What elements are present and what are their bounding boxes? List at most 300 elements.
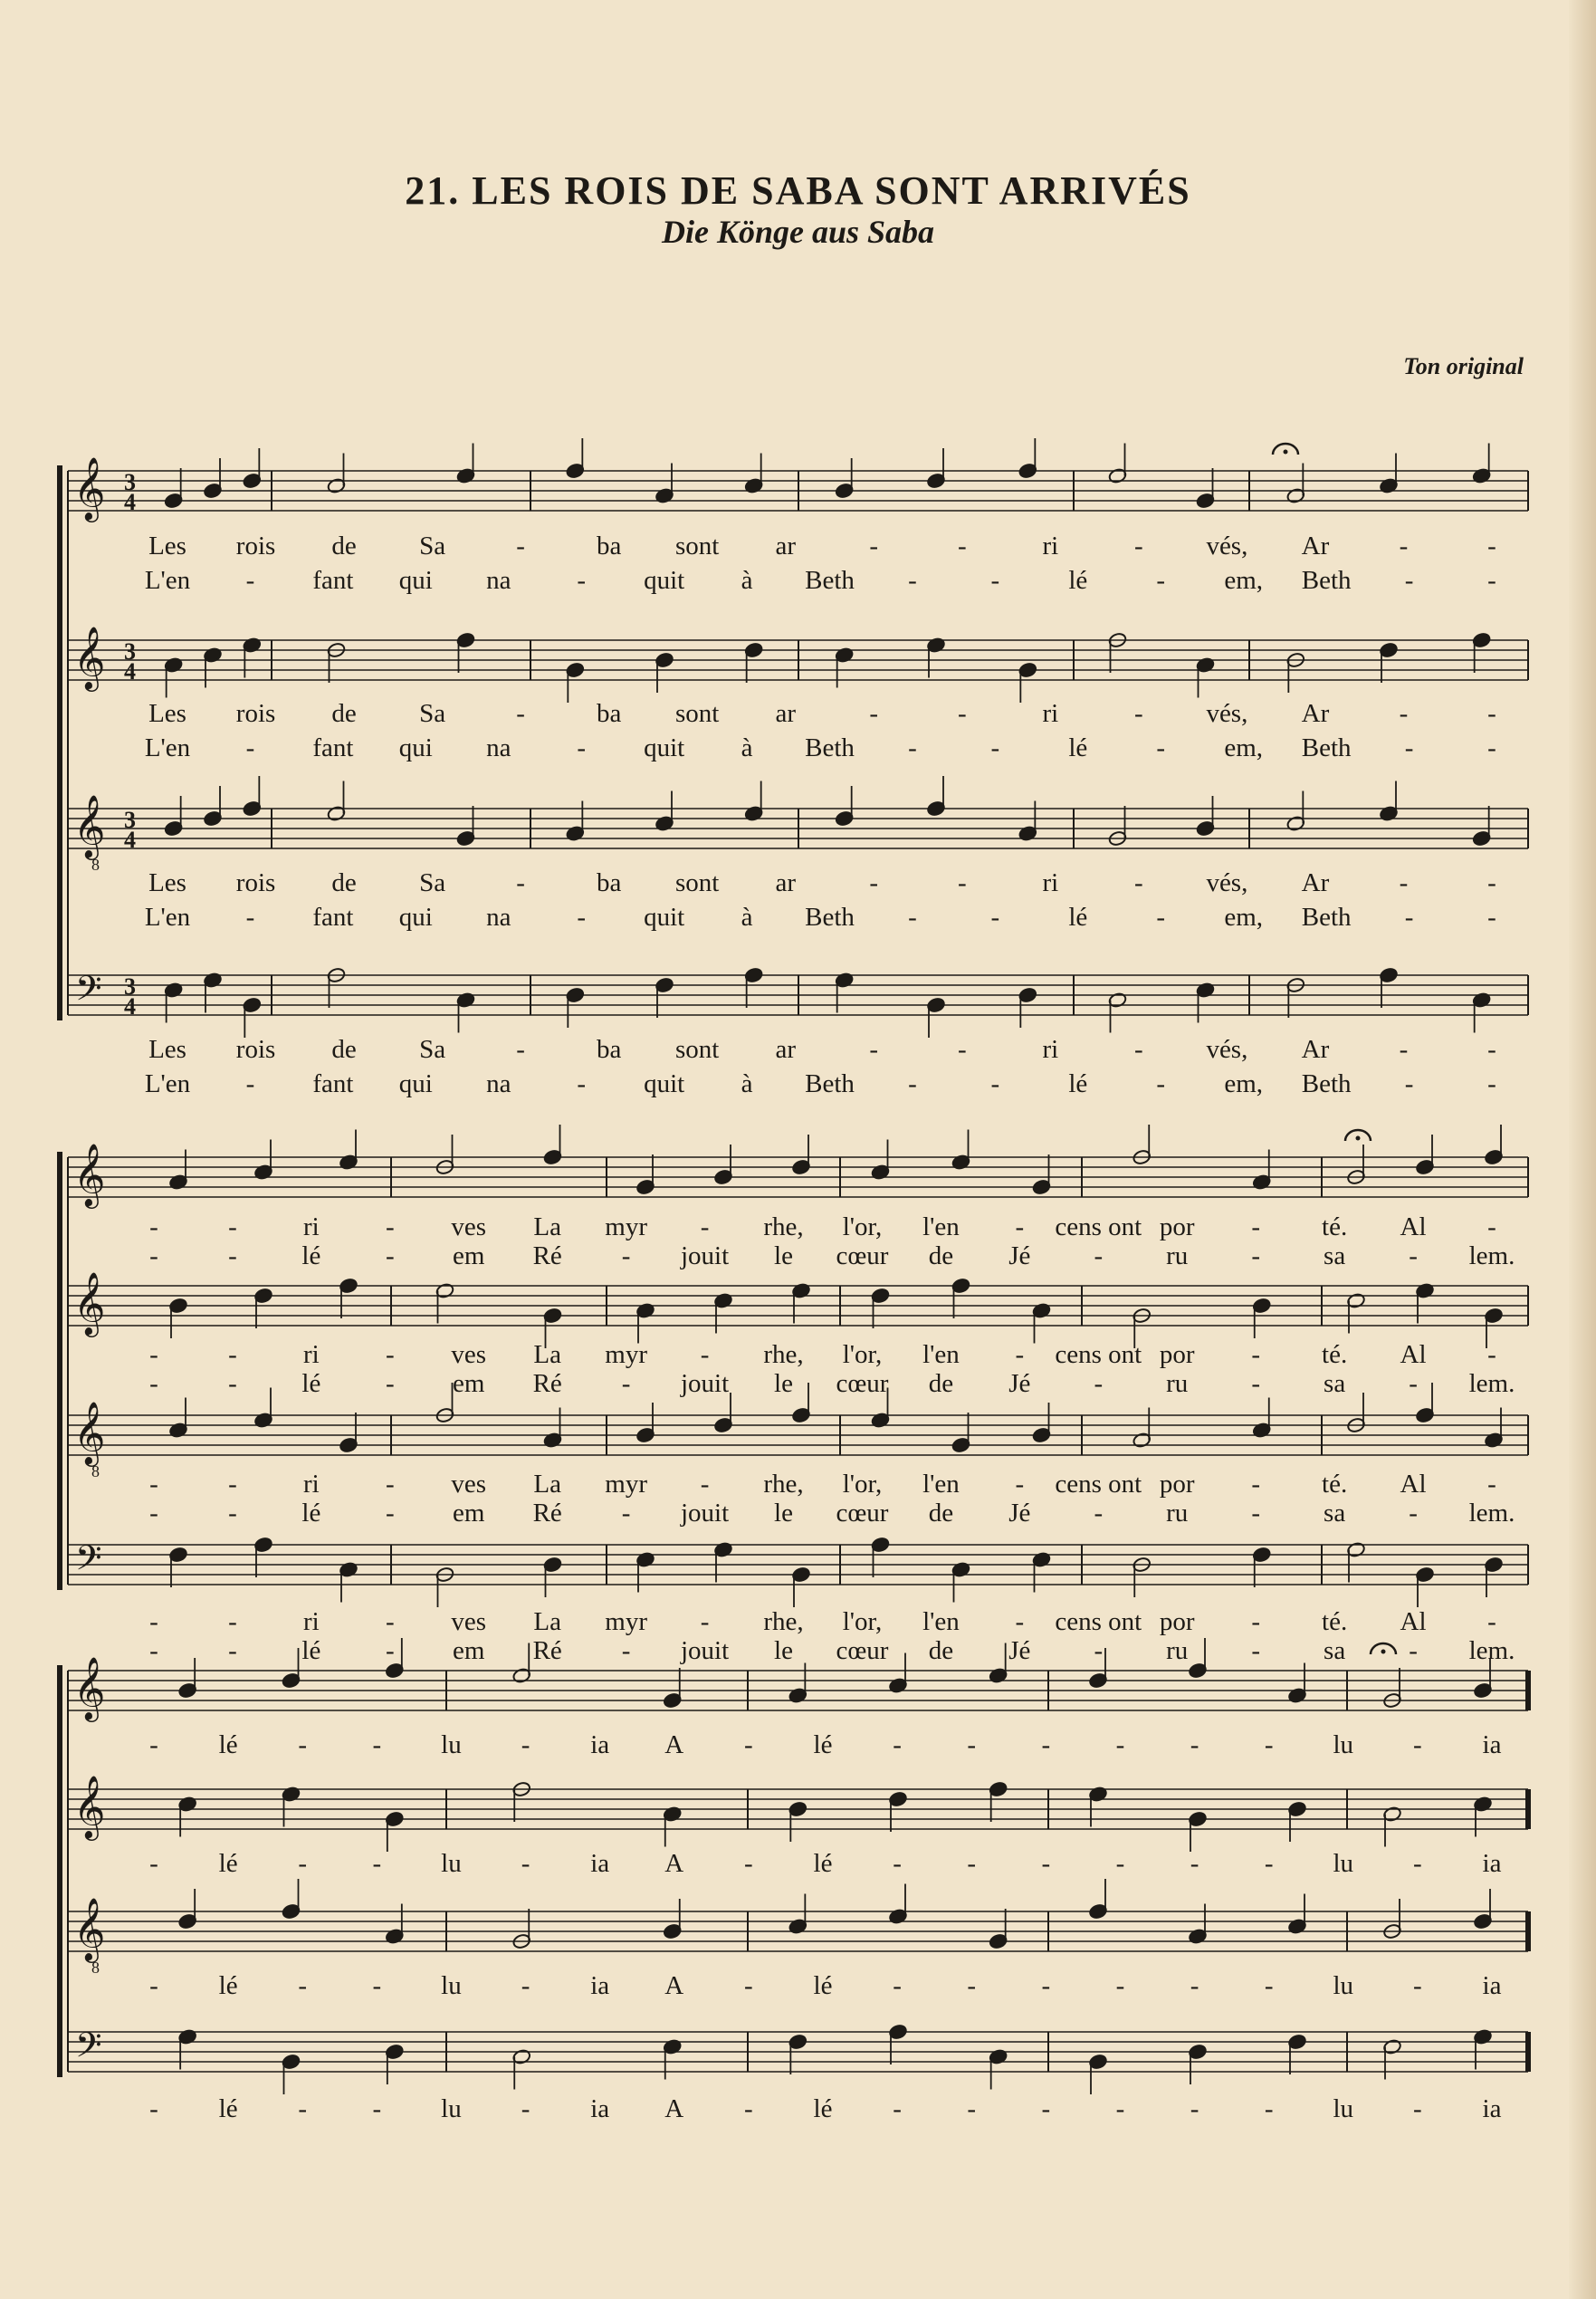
lyric-syllable: Les (148, 699, 186, 728)
lyric-syllable: Beth (805, 566, 855, 595)
lyric-syllable: - (869, 532, 879, 560)
lyric-syllable: - (893, 1849, 902, 1878)
lyric-syllable: na (486, 1069, 511, 1098)
lyric-syllable: - (1115, 2094, 1125, 2123)
lyric-syllable: - (1409, 1499, 1418, 1528)
lyric-syllable: Ar (1301, 699, 1330, 728)
lyric-syllable: Ré (532, 1369, 562, 1398)
lyric-syllable: - (149, 1730, 158, 1759)
lyric-syllable: Sa (419, 532, 446, 560)
lyric-syllable: ru (1166, 1499, 1189, 1528)
lyric-syllable: lé (301, 1369, 321, 1398)
lyric-syllable: em (453, 1241, 485, 1270)
lyric-syllable: ia (1482, 1730, 1502, 1759)
time-signature-digit: 3 (124, 807, 136, 833)
time-signature-digit: 4 (124, 489, 136, 515)
lyric-syllable: - (893, 1730, 902, 1759)
lyric-syllable: Sa (419, 699, 446, 728)
lyric-syllable: - (1413, 1971, 1422, 2000)
lyric-syllable: A (664, 1849, 684, 1878)
lyric-syllable: Jé (1008, 1241, 1031, 1270)
lyric-syllable: - (1156, 903, 1166, 932)
lyric-syllable: - (1156, 566, 1166, 595)
lyric-syllable: - (372, 1971, 382, 2000)
lyric-syllable: - (1015, 1340, 1025, 1369)
bass-clef-icon: 𝄢 (75, 1537, 102, 1587)
lyric-syllable: em, (1224, 903, 1264, 932)
lyric-syllable: - (1134, 699, 1143, 728)
lyric-syllable: - (908, 566, 917, 595)
treble-clef-icon: 𝄞 (73, 1897, 106, 1961)
octave-mark: 8 (91, 1959, 100, 1978)
lyric-syllable: Beth (805, 903, 855, 932)
lyric-syllable: - (744, 1971, 753, 2000)
lyric-syllable: de (331, 532, 357, 560)
lyric-syllable: - (1190, 1971, 1199, 2000)
lyric-syllable: - (1041, 1971, 1051, 2000)
lyric-syllable: em, (1224, 566, 1264, 595)
lyric-syllable: lé (1068, 1069, 1088, 1098)
lyric-syllable: - (372, 1730, 382, 1759)
lyric-syllable: L'en (144, 566, 191, 595)
lyric-syllable: - (1264, 1971, 1274, 2000)
page-subtitle: Die Könge aus Saba (661, 214, 935, 250)
lyric-syllable: l'en (922, 1212, 960, 1241)
lyric-syllable: - (1487, 1212, 1496, 1241)
lyric-syllable: ia (590, 1971, 610, 2000)
lyric-syllable: - (1409, 1636, 1418, 1665)
lyric-syllable: - (1399, 1035, 1409, 1064)
lyric-syllable: - (621, 1369, 631, 1398)
lyric-syllable: sa (1324, 1636, 1346, 1665)
lyric-syllable: Les (148, 1035, 186, 1064)
lyric-syllable: na (486, 733, 511, 762)
lyric-syllable: ru (1166, 1241, 1189, 1270)
lyric-syllable: - (1251, 1636, 1261, 1665)
lyric-syllable: ia (590, 1849, 610, 1878)
lyric-syllable: qui (398, 733, 433, 762)
lyric-syllable: - (1399, 532, 1409, 560)
lyric-syllable: Beth (1301, 1069, 1352, 1098)
lyric-syllable: cens ont (1055, 1212, 1142, 1241)
lyric-syllable: ri (1042, 532, 1059, 560)
lyric-syllable: rhe, (763, 1340, 804, 1369)
lyric-syllable: ves (451, 1470, 487, 1499)
lyric-syllable: lé (1068, 903, 1088, 932)
lyric-syllable: lu (1333, 2094, 1354, 2123)
lyric-syllable: - (385, 1369, 395, 1398)
lyric-syllable: - (621, 1241, 631, 1270)
lyric-syllable: - (744, 2094, 753, 2123)
system-bracket (57, 465, 62, 1020)
bass-clef-icon: 𝄢 (75, 2025, 102, 2074)
lyric-syllable: - (1487, 532, 1496, 560)
lyric-syllable: quit (644, 903, 685, 932)
lyric-syllable: - (385, 1607, 395, 1636)
lyric-syllable: - (521, 1730, 530, 1759)
lyric-syllable: qui (398, 903, 433, 932)
lyric-syllable: - (1404, 1069, 1414, 1098)
lyric-syllable: lu (441, 1730, 462, 1759)
lyric-syllable: lé (813, 1730, 833, 1759)
lyric-syllable: - (1487, 1607, 1496, 1636)
lyric-syllable: ves (451, 1212, 487, 1241)
lyric-syllable: ia (1482, 1971, 1502, 2000)
lyric-syllable: Jé (1008, 1636, 1031, 1665)
lyric-syllable: té. (1322, 1470, 1348, 1499)
lyric-syllable: - (1115, 1971, 1125, 2000)
lyric-syllable: sont (675, 699, 720, 728)
lyric-syllable: lé (301, 1499, 321, 1528)
lyric-syllable: - (149, 1849, 158, 1878)
lyric-syllable: lé (1068, 566, 1088, 595)
lyric-syllable: por (1159, 1607, 1195, 1636)
lyric-syllable: ru (1166, 1369, 1189, 1398)
lyric-syllable: - (1404, 566, 1414, 595)
lyric-syllable: - (1190, 1730, 1199, 1759)
lyric-syllable: - (1413, 1730, 1422, 1759)
lyric-syllable: - (149, 1369, 158, 1398)
lyric-syllable: l'en (922, 1607, 960, 1636)
lyric-syllable: ba (596, 1035, 622, 1064)
lyric-syllable: Jé (1008, 1499, 1031, 1528)
lyric-syllable: - (298, 1730, 308, 1759)
lyric-syllable: - (990, 903, 1000, 932)
lyric-syllable: ar (775, 699, 796, 728)
lyric-syllable: ia (1482, 1849, 1502, 1878)
lyric-syllable: lé (1068, 733, 1088, 762)
treble-clef-icon: 𝄞 (73, 1401, 106, 1465)
lyric-syllable: ves (451, 1340, 487, 1369)
lyric-syllable: em, (1224, 733, 1264, 762)
lyric-syllable: Beth (805, 733, 855, 762)
treble-clef-icon: 𝄞 (73, 1143, 106, 1207)
lyric-syllable: l'or, (842, 1212, 883, 1241)
lyric-syllable: ba (596, 699, 622, 728)
lyric-syllable: - (1094, 1241, 1104, 1270)
lyric-syllable: Sa (419, 868, 446, 897)
lyric-syllable: - (1487, 903, 1496, 932)
lyric-syllable: lu (1333, 1849, 1354, 1878)
lyric-syllable: cœur (836, 1499, 889, 1528)
lyric-syllable: - (1251, 1369, 1261, 1398)
lyric-syllable: A (664, 1971, 684, 2000)
lyric-syllable: Beth (1301, 733, 1352, 762)
lyric-syllable: - (516, 699, 525, 728)
lyric-syllable: té. (1322, 1607, 1348, 1636)
lyric-syllable: - (228, 1470, 237, 1499)
lyric-syllable: - (1264, 1849, 1274, 1878)
lyric-syllable: - (957, 1035, 967, 1064)
lyric-syllable: cœur (836, 1636, 889, 1665)
lyric-syllable: - (990, 1069, 1000, 1098)
lyric-syllable: - (1487, 733, 1496, 762)
lyric-syllable: - (149, 2094, 158, 2123)
lyric-syllable: em (453, 1636, 485, 1665)
time-signature-digit: 3 (124, 638, 136, 665)
time-signature-digit: 4 (124, 658, 136, 685)
lyric-syllable: à (741, 903, 753, 932)
lyric-syllable: Ré (532, 1499, 562, 1528)
lyric-syllable: - (1413, 2094, 1422, 2123)
lyric-syllable: - (1264, 1730, 1274, 1759)
lyric-syllable: - (228, 1369, 237, 1398)
lyric-syllable: - (1487, 1069, 1496, 1098)
lyric-syllable: ri (303, 1607, 320, 1636)
lyric-syllable: - (1487, 1470, 1496, 1499)
lyric-syllable: - (1399, 699, 1409, 728)
lyric-syllable: - (967, 1849, 977, 1878)
lyric-syllable: - (1115, 1730, 1125, 1759)
lyric-syllable: na (486, 566, 511, 595)
lyric-syllable: Al (1400, 1340, 1427, 1369)
lyric-syllable: - (1041, 2094, 1051, 2123)
lyric-syllable: ri (303, 1340, 320, 1369)
lyric-syllable: - (967, 2094, 977, 2123)
lyric-syllable: té. (1322, 1340, 1348, 1369)
lyric-syllable: por (1159, 1340, 1195, 1369)
lyric-syllable: ri (303, 1212, 320, 1241)
lyric-syllable: La (533, 1212, 562, 1241)
lyric-syllable: lu (441, 1971, 462, 2000)
lyric-syllable: lu (441, 2094, 462, 2123)
lyric-syllable: lu (1333, 1730, 1354, 1759)
lyric-syllable: - (149, 1470, 158, 1499)
lyric-syllable: lé (218, 1971, 238, 2000)
lyric-syllable: - (1251, 1241, 1261, 1270)
lyric-syllable: ri (1042, 868, 1059, 897)
lyric-syllable: à (741, 733, 753, 762)
lyric-syllable: Jé (1008, 1369, 1031, 1398)
lyric-syllable: myr (605, 1340, 648, 1369)
lyric-syllable: em (453, 1499, 485, 1528)
lyric-syllable: - (516, 868, 525, 897)
lyric-syllable: - (744, 1730, 753, 1759)
lyric-syllable: - (228, 1212, 237, 1241)
lyric-syllable: lé (813, 2094, 833, 2123)
lyric-syllable: - (869, 868, 879, 897)
lyric-syllable: le (774, 1369, 793, 1398)
lyric-syllable: fant (312, 1069, 354, 1098)
lyric-syllable: - (1094, 1499, 1104, 1528)
lyric-syllable: - (1487, 1340, 1496, 1369)
lyric-syllable: ia (590, 1730, 610, 1759)
lyric-syllable: lé (301, 1636, 321, 1665)
lyric-syllable: sont (675, 868, 720, 897)
lyric-syllable: - (1015, 1212, 1025, 1241)
lyric-syllable: - (385, 1241, 395, 1270)
lyric-syllable: myr (605, 1470, 648, 1499)
lyric-syllable: A (664, 2094, 684, 2123)
lyric-syllable: l'or, (842, 1340, 883, 1369)
lyric-syllable: - (228, 1499, 237, 1528)
lyric-syllable: fant (312, 733, 354, 762)
lyric-syllable: em (453, 1369, 485, 1398)
lyric-syllable: L'en (144, 1069, 191, 1098)
lyric-syllable: Beth (1301, 566, 1352, 595)
lyric-syllable: - (1156, 733, 1166, 762)
lyric-syllable: - (298, 1971, 308, 2000)
lyric-syllable: - (228, 1636, 237, 1665)
lyric-syllable: té. (1322, 1212, 1348, 1241)
lyric-syllable: cens ont (1055, 1340, 1142, 1369)
lyric-syllable: ri (1042, 1035, 1059, 1064)
lyric-syllable: - (298, 2094, 308, 2123)
lyric-syllable: - (521, 2094, 530, 2123)
lyric-syllable: - (149, 1212, 158, 1241)
lyric-syllable: - (385, 1340, 395, 1369)
treble-clef-icon: 𝄞 (73, 626, 106, 690)
lyric-syllable: rhe, (763, 1607, 804, 1636)
lyric-syllable: lé (218, 1730, 238, 1759)
lyric-syllable: por (1159, 1470, 1195, 1499)
lyric-syllable: vés, (1206, 868, 1248, 897)
lyric-syllable: - (990, 733, 1000, 762)
lyric-syllable: - (1251, 1340, 1261, 1369)
lyric-syllable: à (741, 566, 753, 595)
lyric-syllable: ru (1166, 1636, 1189, 1665)
lyric-syllable: - (577, 903, 587, 932)
lyric-syllable: cœur (836, 1241, 889, 1270)
lyric-syllable: - (893, 2094, 902, 2123)
lyric-syllable: - (869, 699, 879, 728)
lyric-syllable: l'or, (842, 1607, 883, 1636)
lyric-syllable: lem. (1468, 1499, 1515, 1528)
lyric-syllable: jouit (681, 1499, 730, 1528)
lyric-syllable: - (372, 2094, 382, 2123)
lyric-syllable: - (149, 1340, 158, 1369)
treble-clef-icon: 𝄞 (73, 1271, 106, 1336)
lyric-syllable: - (1251, 1470, 1261, 1499)
lyric-syllable: em, (1224, 1069, 1264, 1098)
lyric-syllable: - (893, 1971, 902, 2000)
lyric-syllable: - (1409, 1241, 1418, 1270)
lyric-syllable: Sa (419, 1035, 446, 1064)
lyric-syllable: Al (1400, 1607, 1427, 1636)
lyric-syllable: - (1409, 1369, 1418, 1398)
lyric-syllable: - (298, 1849, 308, 1878)
lyric-syllable: sa (1324, 1369, 1346, 1398)
lyric-syllable: ia (1482, 2094, 1502, 2123)
lyric-syllable: fant (312, 566, 354, 595)
lyric-syllable: cens ont (1055, 1470, 1142, 1499)
lyric-syllable: lu (441, 1849, 462, 1878)
lyric-syllable: Beth (1301, 903, 1352, 932)
lyric-syllable: A (664, 1730, 684, 1759)
lyric-syllable: - (700, 1212, 710, 1241)
lyric-syllable: vés, (1206, 1035, 1248, 1064)
lyric-syllable: jouit (681, 1241, 730, 1270)
lyric-syllable: - (245, 1069, 255, 1098)
octave-mark: 8 (91, 856, 100, 875)
lyric-syllable: - (1487, 566, 1496, 595)
lyric-syllable: - (621, 1499, 631, 1528)
lyric-syllable: sont (675, 1035, 720, 1064)
lyric-syllable: sont (675, 532, 720, 560)
lyric-syllable: - (1134, 532, 1143, 560)
lyric-syllable: de (331, 868, 357, 897)
lyric-syllable: Les (148, 868, 186, 897)
lyric-syllable: - (372, 1849, 382, 1878)
lyric-syllable: à (741, 1069, 753, 1098)
lyric-syllable: - (577, 733, 587, 762)
lyric-syllable: sa (1324, 1241, 1346, 1270)
lyric-syllable: lé (813, 1849, 833, 1878)
lyric-syllable: - (1487, 868, 1496, 897)
fermata-dot (1284, 450, 1288, 455)
lyric-syllable: - (1413, 1849, 1422, 1878)
lyric-syllable: rois (235, 699, 276, 728)
lyric-syllable: qui (398, 1069, 433, 1098)
lyric-syllable: quit (644, 1069, 685, 1098)
lyric-syllable: lé (301, 1241, 321, 1270)
lyric-syllable: de (331, 1035, 357, 1064)
lyric-syllable: lem. (1468, 1369, 1515, 1398)
lyric-syllable: lem. (1468, 1636, 1515, 1665)
lyric-syllable: Ar (1301, 532, 1330, 560)
lyric-syllable: - (957, 699, 967, 728)
lyric-syllable: - (1251, 1499, 1261, 1528)
lyric-syllable: L'en (144, 733, 191, 762)
lyric-syllable: La (533, 1470, 562, 1499)
lyric-syllable: - (228, 1607, 237, 1636)
lyric-syllable: - (1251, 1607, 1261, 1636)
lyric-syllable: ia (590, 2094, 610, 2123)
lyric-syllable: - (245, 903, 255, 932)
lyric-syllable: lé (218, 1849, 238, 1878)
lyric-syllable: de (928, 1499, 954, 1528)
lyric-syllable: Ré (532, 1241, 562, 1270)
bass-clef-icon: 𝄢 (75, 968, 102, 1018)
lyric-syllable: jouit (681, 1636, 730, 1665)
lyric-syllable: Beth (805, 1069, 855, 1098)
lyric-syllable: lem. (1468, 1241, 1515, 1270)
lyric-syllable: - (1041, 1730, 1051, 1759)
lyric-syllable: cœur (836, 1369, 889, 1398)
lyric-syllable: quit (644, 566, 685, 595)
lyric-syllable: vés, (1206, 532, 1248, 560)
fermata-dot (1356, 1136, 1361, 1141)
lyric-syllable: l'en (922, 1470, 960, 1499)
octave-mark: 8 (91, 1462, 100, 1481)
lyric-syllable: rois (235, 532, 276, 560)
lyric-syllable: l'en (922, 1340, 960, 1369)
lyric-syllable: qui (398, 566, 433, 595)
lyric-syllable: - (1156, 1069, 1166, 1098)
treble-clef-icon: 𝄞 (73, 1656, 106, 1720)
lyric-syllable: na (486, 903, 511, 932)
time-signature-digit: 3 (124, 973, 136, 1000)
lyric-syllable: - (245, 733, 255, 762)
lyric-syllable: - (1251, 1212, 1261, 1241)
lyric-syllable: - (149, 1607, 158, 1636)
lyric-syllable: - (908, 903, 917, 932)
lyric-syllable: Ré (532, 1636, 562, 1665)
lyric-syllable: Les (148, 532, 186, 560)
lyric-syllable: quit (644, 733, 685, 762)
system-bracket (57, 1152, 62, 1590)
lyric-syllable: - (1190, 2094, 1199, 2123)
lyric-syllable: rois (235, 868, 276, 897)
page-title: 21. LES ROIS DE SABA SONT ARRIVÉS (405, 168, 1191, 213)
lyric-syllable: - (869, 1035, 879, 1064)
lyric-syllable: - (1094, 1369, 1104, 1398)
lyric-syllable: - (385, 1470, 395, 1499)
lyric-syllable: lé (218, 2094, 238, 2123)
lyric-syllable: vés, (1206, 699, 1248, 728)
treble-clef-icon: 𝄞 (73, 794, 106, 858)
lyric-syllable: sa (1324, 1499, 1346, 1528)
